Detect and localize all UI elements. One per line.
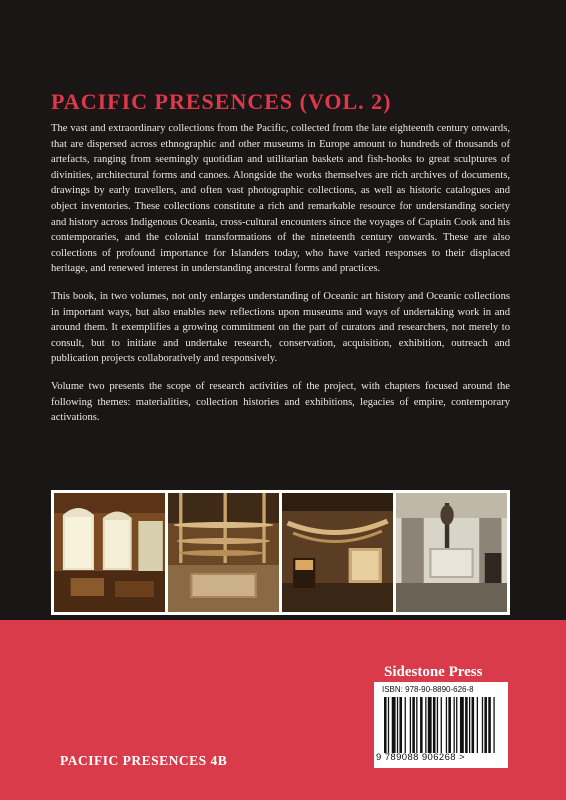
barcode-bar xyxy=(405,697,406,753)
museum-photo-4 xyxy=(396,493,507,612)
barcode-bar xyxy=(433,697,436,753)
blurb-paragraph-3: Volume two presents the scope of research activities of the project, with chapters focused around the following themes: materialities, collection histories and exhibitions, legacies of empire, contemporary activations. xyxy=(51,380,510,424)
barcode-bar xyxy=(448,697,451,753)
barcode-bars xyxy=(384,697,496,753)
barcode-bar xyxy=(397,697,398,753)
blurb xyxy=(51,121,510,438)
isbn-barcode xyxy=(374,682,508,768)
museum-photo-2 xyxy=(168,493,279,612)
barcode-bar xyxy=(454,697,455,753)
barcode-bar xyxy=(392,697,396,753)
series-title: PACIFIC PRESENCES 4B xyxy=(60,753,228,768)
barcode-bar xyxy=(465,697,468,753)
barcode-bar xyxy=(420,697,423,753)
barcode-bar xyxy=(488,697,491,753)
blurb-paragraph-1: The vast and extraordinary collections from the Pacific, collected from the late eighteenth century onwards, that are dispersed across ethnographic and other museums in Europe amount to hundreds of thousands of artefacts, ranging from seemingly quotidian and utilitarian baskets and fish-hooks to great sculptures of divinities, architectural forms and canoes. Alongside the works themselves are rich archives of documents, drawings by early travellers, and often vast photographic collections, as well as historic catalogues and object inventories. These collections constitute a rich and remarkable resource for understanding society and history across Indigenous Oceania, cross-cultural encounters since the voyages of Captain Cook and his contemporaries, and the colonial transformations of the nineteenth century onwards. These are also collections of profound importance for Islanders today, who have varied responses to their displaced heritage, and renewed interest in understanding ancestral forms and practices. xyxy=(51,123,510,275)
barcode-bar xyxy=(456,697,457,753)
barcode-bar xyxy=(410,697,411,753)
barcode-bar xyxy=(472,697,475,753)
museum-photo-1 xyxy=(54,493,165,612)
barcode-bar xyxy=(493,697,494,753)
barcode-bar xyxy=(388,697,389,753)
book-title: PACIFIC PRESENCES (VOL. 2) xyxy=(51,89,392,114)
publisher-name: Sidestone Press xyxy=(384,664,483,680)
barcode-bar xyxy=(484,697,487,753)
barcode-bar xyxy=(416,697,417,753)
barcode-bar xyxy=(446,697,447,753)
barcode-bar xyxy=(460,697,464,753)
barcode-bar xyxy=(425,697,426,753)
barcode-bar xyxy=(437,697,438,753)
barcode-bar xyxy=(482,697,483,753)
barcode-bar xyxy=(469,697,470,753)
isbn-number: ISBN: 978-90-8890-626-8 xyxy=(382,685,474,694)
museum-photo-3 xyxy=(282,493,393,612)
barcode-bar xyxy=(428,697,432,753)
barcode-bar xyxy=(384,697,387,753)
barcode-bar xyxy=(441,697,442,753)
barcode-bar xyxy=(477,697,478,753)
blurb-paragraph-2: This book, in two volumes, not only enlarges understanding of Oceanic art history and Oceanic collections in important ways, but also enables new reflections upon museums and ways of undertaking work in and around them. It exemplifies a growing commitment on the part of curators and researchers, not merely to consult, but to initiate and undertake research, conservation, acquisition, exhibition, outreach and publication projects collaboratively and responsively. xyxy=(51,290,510,365)
barcode-bar xyxy=(412,697,415,753)
barcode-bar xyxy=(399,697,402,753)
ean-digits: 9 789088 906268 > xyxy=(376,752,465,763)
museum-photo-strip xyxy=(51,490,510,615)
